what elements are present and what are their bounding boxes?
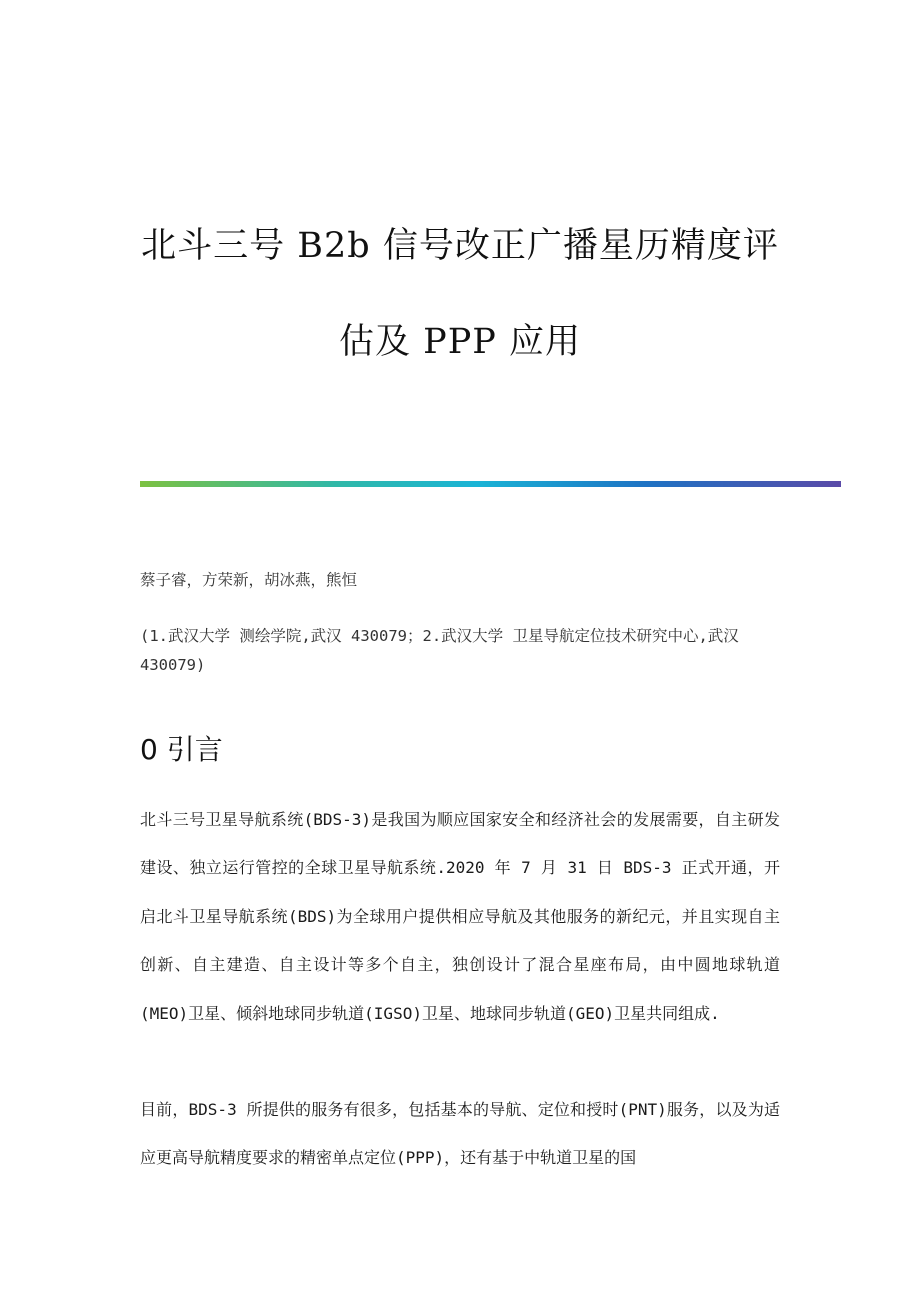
paper-title-line-1: 北斗三号 B2b 信号改正广播星历精度评 xyxy=(141,226,779,266)
paper-title-line-2: 估及 PPP 应用 xyxy=(339,322,581,362)
affiliation: (1.武汉大学 测绘学院,武汉 430079；2.武汉大学 卫星导航定位技术研究中心,武汉 430079) xyxy=(140,627,739,674)
body-paragraph: 北斗三号卫星导航系统(BDS-3)是我国为顺应国家安全和经济社会的发展需要，自主研发建设、独立运行管控的全球卫星导航系统.2020 年 7 月 31 日 BDS-3 正式开通，开启北斗卫星导航系统(BDS)为全球用户提供相应导航及其他服务的新纪元，并且实现自主创新、自主建造、自主设计等多个自主，独创设计了混合星座布局，由中圆地球轨道(MEO)卫星、倾斜地球同步轨道(IGSO)卫星、地球同步轨道(GEO)卫星共同组成. xyxy=(140,810,780,1023)
section-heading-introduction: 0 引言 xyxy=(140,733,223,766)
title-divider xyxy=(140,481,841,487)
body-paragraph: 目前，BDS-3 所提供的服务有很多，包括基本的导航、定位和授时(PNT)服务，以及为适应更高导航精度要求的精密单点定位(PPP)，还有基于中轨道卫星的国 xyxy=(140,1100,780,1168)
author-list: 蔡子睿，方荣新，胡冰燕，熊恒 xyxy=(140,571,358,589)
